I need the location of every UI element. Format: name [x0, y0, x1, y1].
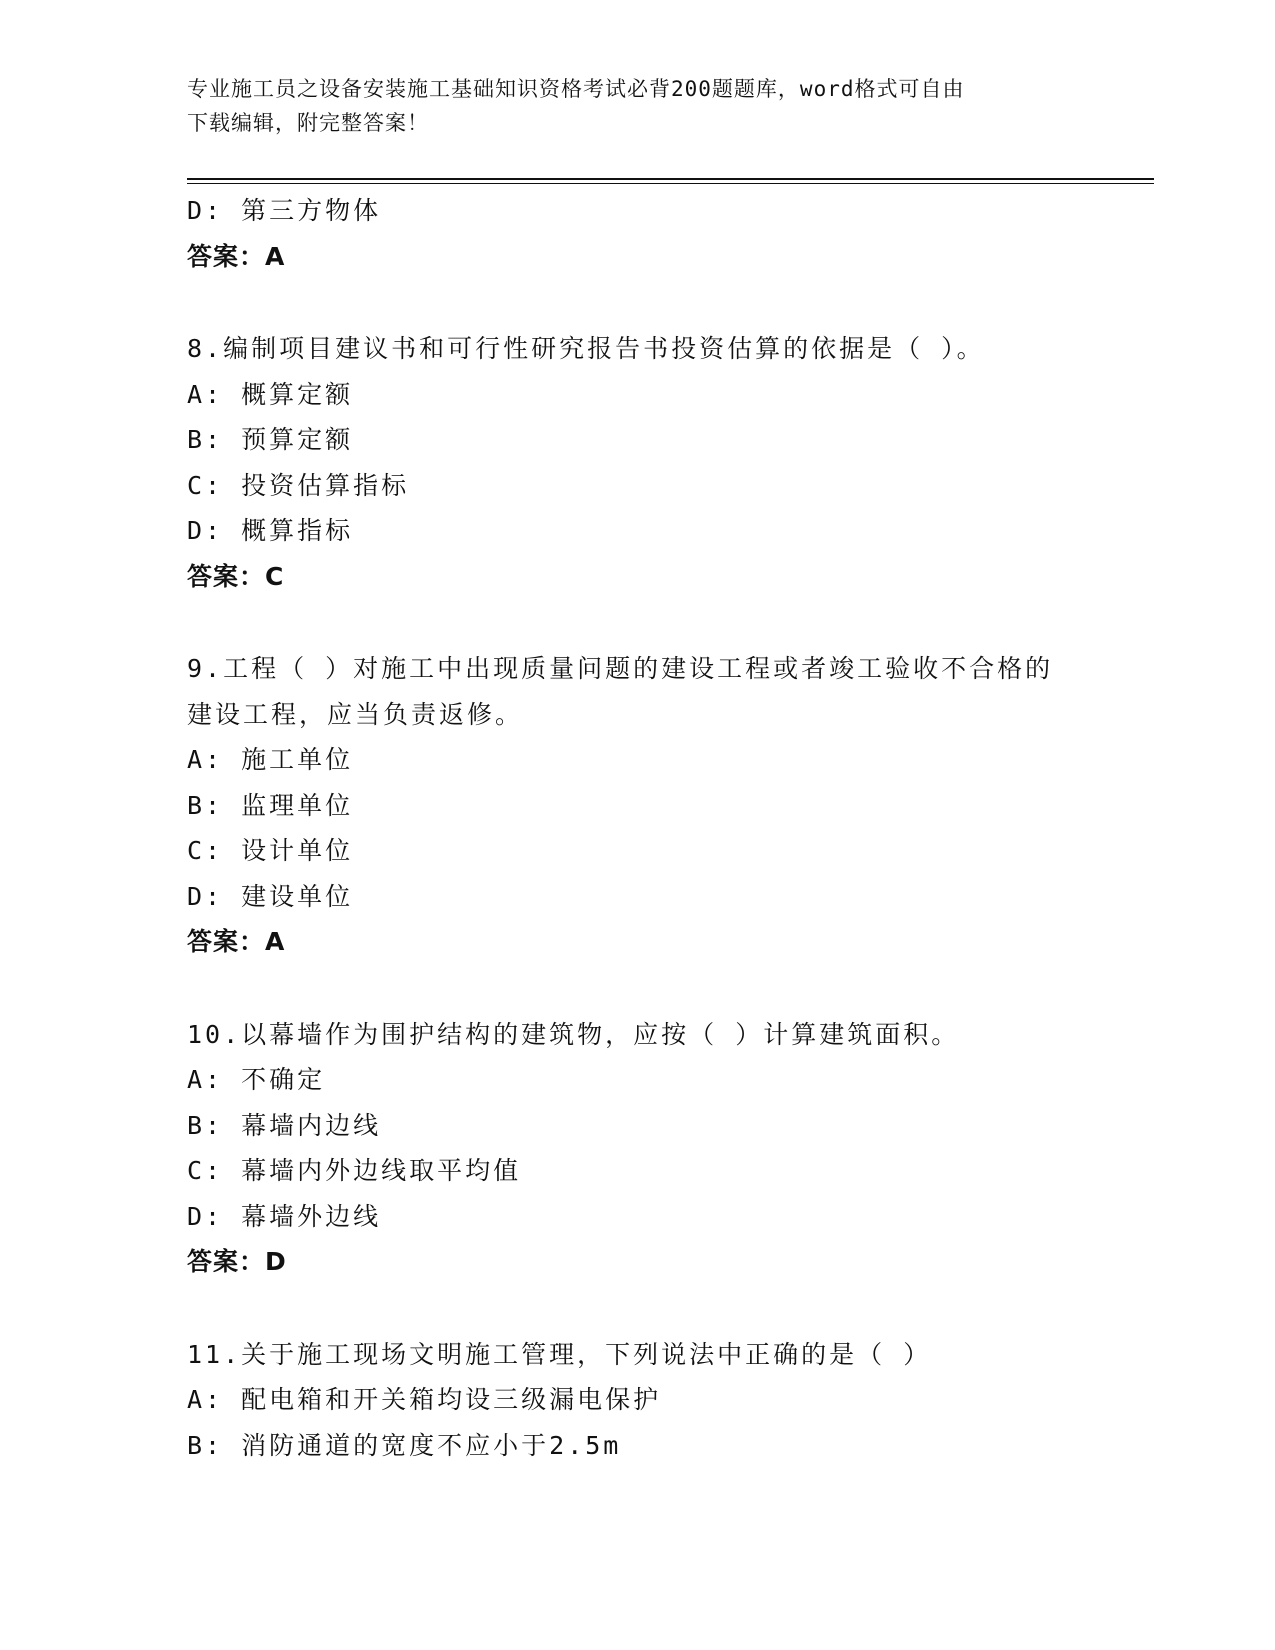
option-d: D: 概算指标 — [187, 516, 354, 545]
header-divider-thin — [187, 183, 1154, 184]
option-c: C: 投资估算指标 — [187, 470, 410, 500]
question-text: 8.编制项目建议书和可行性研究报告书投资估算的依据是（ ）。 — [187, 334, 985, 363]
question-10 — [187, 1012, 1154, 1285]
question-text: 11.关于施工现场文明施工管理，下列说法中正确的是（ ） — [187, 1339, 932, 1369]
option-c: C: 设计单位 — [187, 836, 354, 865]
question-8 — [187, 326, 1154, 599]
option-a: A: 配电箱和开关箱均设三级漏电保护 — [187, 1385, 662, 1414]
question-list — [187, 188, 1154, 1468]
header-title-line-2: 下载编辑，附完整答案！ — [187, 111, 429, 135]
option-d: D: 建设单位 — [187, 881, 354, 911]
answer-line: 答案：C — [187, 561, 285, 591]
option-d: D: 第三方物体 — [187, 196, 382, 225]
option-b: B: 消防通道的宽度不应小于2.5m — [187, 1430, 622, 1460]
previous-question-tail — [187, 188, 1154, 279]
option-c: C: 幕墙内外边线取平均值 — [187, 1156, 522, 1185]
question-text-line-1: 9.工程（ ）对施工中出现质量问题的建设工程或者竣工验收不合格的 — [187, 654, 1054, 683]
question-text-line-2: 建设工程，应当负责返修。 — [187, 699, 524, 729]
option-a: A: 不确定 — [187, 1065, 326, 1094]
question-text: 10.以幕墙作为围护结构的建筑物，应按（ ）计算建筑面积。 — [187, 1019, 960, 1049]
question-9 — [187, 646, 1154, 965]
header-divider-thick — [187, 178, 1154, 180]
option-a: A: 概算定额 — [187, 379, 354, 409]
header-title-line-1: 专业施工员之设备安装施工基础知识资格考试必背200题题库，word格式可自由 — [187, 77, 965, 101]
answer-line: 答案：D — [187, 1247, 287, 1276]
question-11 — [187, 1332, 1154, 1469]
option-d: D: 幕墙外边线 — [187, 1201, 382, 1231]
option-b: B: 幕墙内边线 — [187, 1110, 382, 1140]
option-a: A: 施工单位 — [187, 745, 354, 774]
option-b: B: 预算定额 — [187, 425, 354, 454]
answer-line: 答案：A — [187, 927, 286, 956]
answer-line: 答案：A — [187, 241, 286, 271]
document-header — [187, 72, 1087, 140]
option-b: B: 监理单位 — [187, 790, 354, 820]
